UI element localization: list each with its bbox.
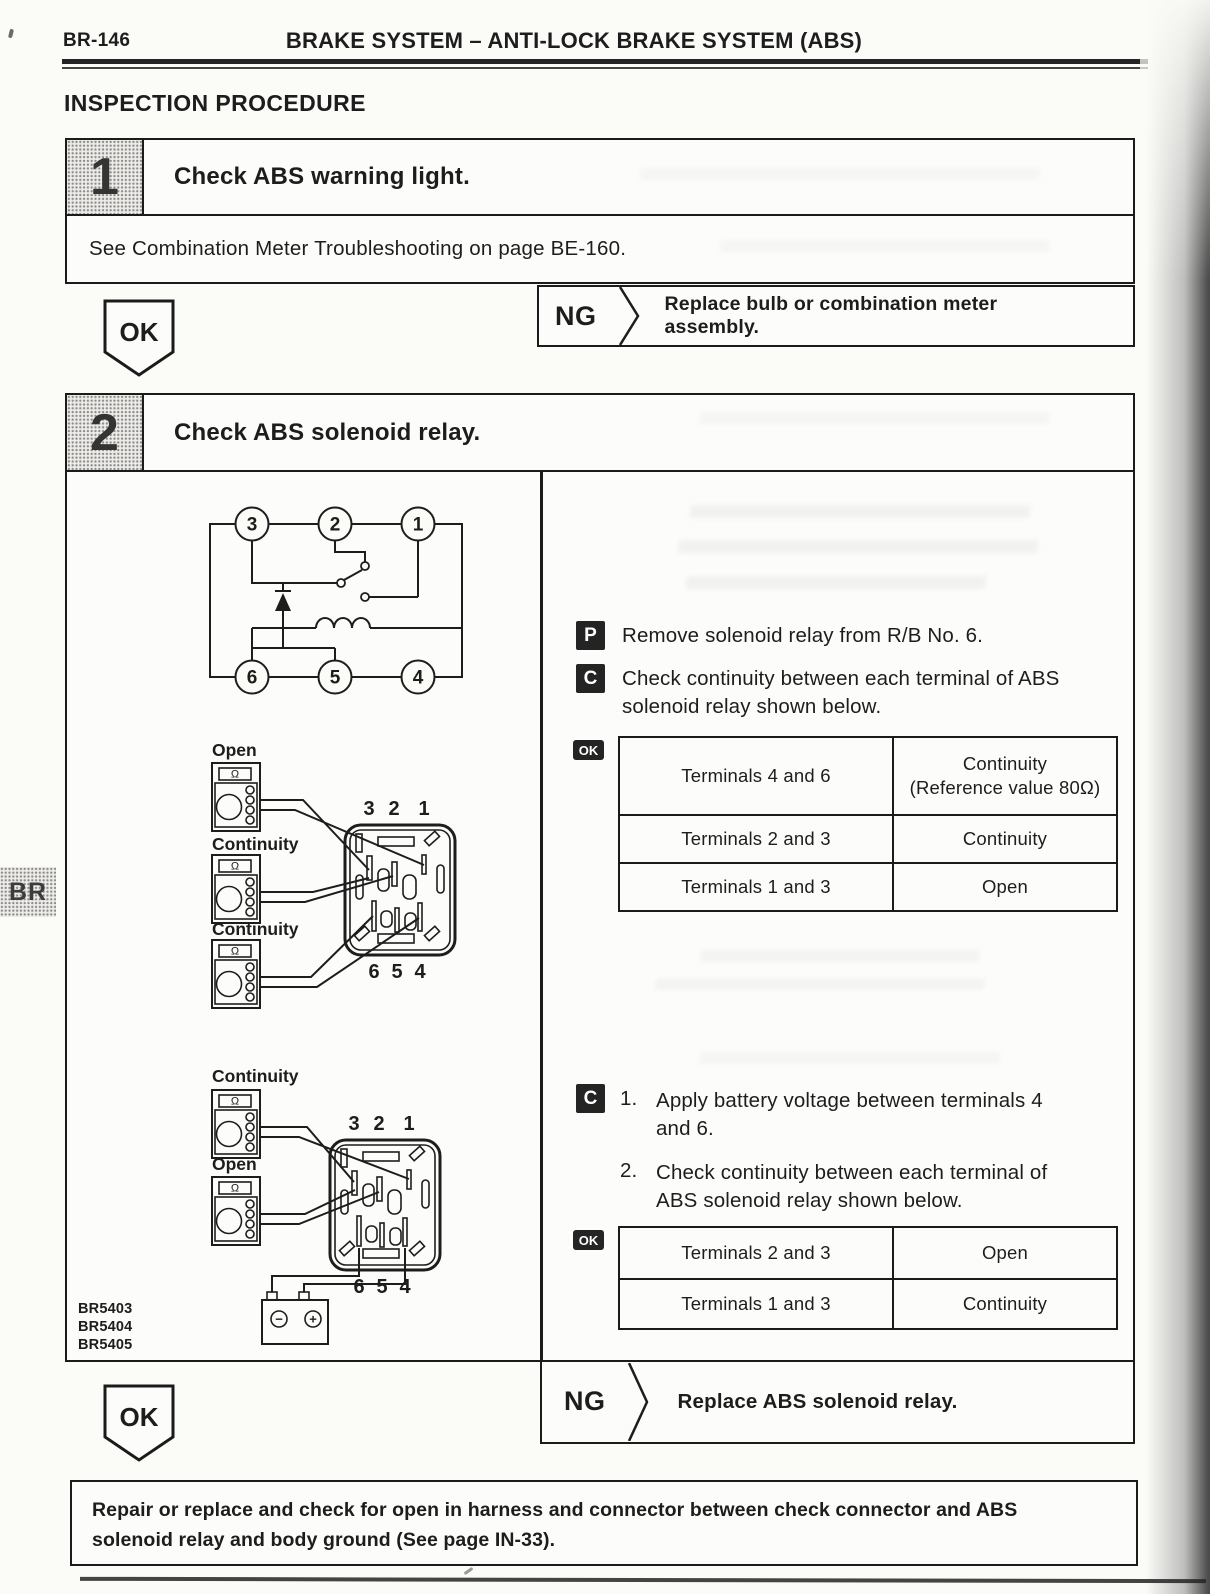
step1-header-box (65, 138, 1135, 216)
meter3-state-label: Continuity (212, 919, 299, 939)
step1-ok-label: OK (119, 317, 159, 347)
check2-ok-badge: OK (573, 1230, 604, 1250)
svg-text:3: 3 (246, 514, 258, 536)
svg-text:1: 1 (418, 798, 430, 820)
ng-chevron-icon (619, 287, 641, 345)
header-rule-thick (62, 59, 1148, 64)
ng-chevron-icon (628, 1363, 650, 1441)
meter4-state-label: Continuity (212, 1066, 299, 1086)
page-code: BR-146 (63, 30, 131, 51)
prepare-text: Remove solenoid relay from R/B No. 6. (622, 624, 984, 647)
svg-text:1: 1 (403, 1113, 415, 1135)
continuity-table-2: Terminals 2 and 3 Open Terminals 1 and 3 Continuity (618, 1226, 1118, 1330)
svg-text:5: 5 (391, 961, 403, 983)
meter1-state-label: Open (212, 740, 257, 760)
continuity-check-diagram-1: Ω Open Continuity Continuity 3 2 1 6 5 4 (75, 722, 537, 1027)
step1-ng-box (537, 285, 1135, 347)
step2-ng-box (540, 1360, 1135, 1444)
step2-ok-pentagon (103, 1384, 175, 1463)
scan-speck (464, 1567, 474, 1575)
meter2-state-label: Continuity (212, 834, 299, 854)
step1-ok-pentagon (103, 299, 175, 378)
step1-note-box (65, 214, 1135, 284)
check1-text: Check continuity between each terminal of ABS solenoid relay shown below. (622, 667, 1060, 718)
svg-text:−: − (275, 1311, 283, 1327)
step1-number: 1 (90, 148, 119, 206)
step1-number-cell (67, 140, 144, 214)
svg-text:2: 2 (373, 1113, 385, 1135)
check1-badge: C (576, 664, 605, 693)
check2-item2-number: 2. (620, 1159, 638, 1182)
figure-ids: BR5403 BR5404 BR5405 (78, 1301, 133, 1353)
svg-text:2: 2 (329, 514, 341, 536)
svg-text:3: 3 (363, 798, 375, 820)
header-rule-thin (62, 67, 1148, 69)
section-heading: INSPECTION PROCEDURE (64, 90, 366, 116)
svg-text:+: + (309, 1311, 317, 1327)
check2-item2-text: Check continuity between each terminal of ABS solenoid relay shown below. (656, 1161, 1048, 1212)
step2-ng-action: Replace ABS solenoid relay. (677, 1389, 958, 1413)
svg-text:4: 4 (414, 961, 426, 983)
step1-ng-label: NG (555, 300, 597, 331)
step1-ng-action: Replace bulb or combination meter assembly. (664, 292, 998, 338)
step2-column-divider (540, 470, 543, 1362)
svg-text:4: 4 (412, 667, 424, 689)
step1-note: See Combination Meter Troubleshooting on page BE-160. (89, 236, 627, 260)
svg-text:3: 3 (348, 1113, 360, 1135)
svg-text:6: 6 (246, 667, 258, 689)
fail-action-box: Repair or replace and check for open in harness and connector between check connector and ABS solenoid relay and body ground (See page IN-33). (70, 1480, 1138, 1566)
relay-schematic (80, 478, 520, 718)
step1-title: Check ABS warning light. (174, 163, 470, 190)
page-header-title: BRAKE SYSTEM – ANTI-LOCK BRAKE SYSTEM (ABS) (285, 28, 863, 53)
step2-title: Check ABS solenoid relay. (174, 418, 481, 446)
step2-header-box (65, 393, 1135, 472)
svg-text:4: 4 (399, 1276, 411, 1298)
step2-number-cell (67, 395, 144, 470)
step2-number: 2 (90, 403, 119, 462)
svg-text:5: 5 (376, 1276, 388, 1298)
check1-ok-badge: OK (573, 740, 604, 760)
continuity-check-diagram-2 (75, 1062, 537, 1362)
section-side-tab: BR (0, 867, 56, 917)
prepare-badge: P (576, 621, 605, 650)
step2-ng-label: NG (564, 1386, 606, 1416)
continuity-table-1: Terminals 4 and 6 Continuity (Reference value 80Ω) Terminals 2 and 3 Continuity Terminals 1 and 3 Open (618, 736, 1118, 912)
svg-text:2: 2 (388, 798, 400, 820)
scan-shadow-fade (1140, 0, 1210, 280)
schematic-terminals (236, 508, 435, 694)
check2-badge: C (576, 1084, 605, 1113)
svg-text:6: 6 (368, 961, 380, 983)
scan-edge-line (80, 1577, 1206, 1583)
check2-item1-text: Apply battery voltage between terminals 4 and 6. (656, 1089, 1043, 1140)
check2-item1-number: 1. (620, 1087, 638, 1110)
svg-text:6: 6 (353, 1276, 365, 1298)
svg-text:5: 5 (329, 667, 341, 689)
meter5-state-label: Open (212, 1154, 257, 1174)
test-lead-wires (260, 800, 424, 987)
svg-text:1: 1 (412, 514, 424, 536)
step2-ok-label: OK (119, 1402, 159, 1432)
